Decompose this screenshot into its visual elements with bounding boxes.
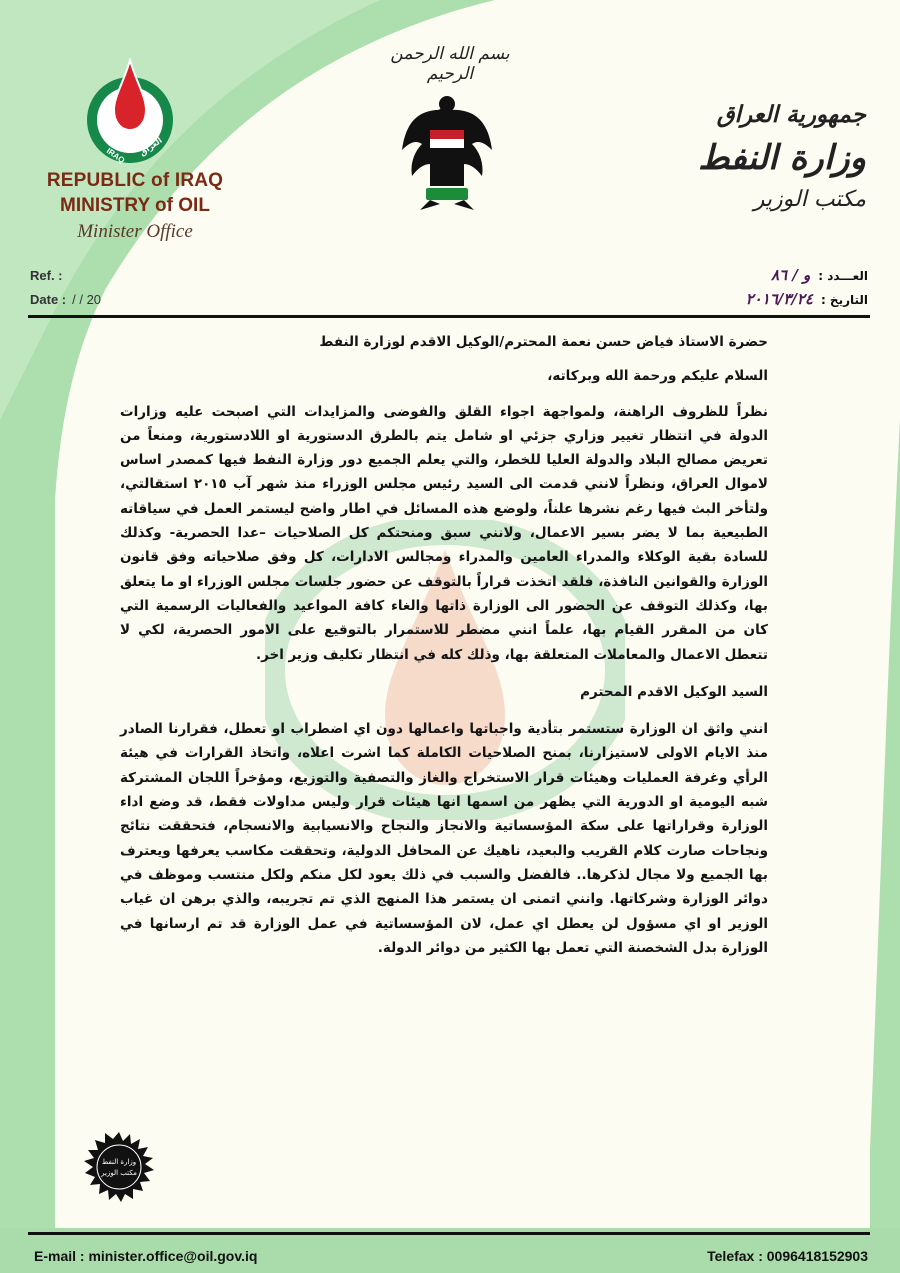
footer (0, 1238, 900, 1273)
office-seal (84, 1132, 154, 1202)
date-value: / / 20 (72, 292, 102, 307)
letter-greeting: السلام عليكم ورحمة الله وبركاته، (547, 368, 768, 385)
basmala: بسم الله الرحمن الرحيم (390, 44, 510, 84)
arabic-office: مكتب الوزير (753, 187, 866, 212)
arabic-ref-block (678, 263, 868, 311)
english-republic: REPUBLIC of IRAQ (46, 170, 224, 191)
letter-addressee: حضرة الاستاذ فياض حسن نعمة المحترم/الوكيل الاقدم لوزارة النفط (319, 334, 768, 350)
letter-salutation-2: السيد الوكيل الاقدم المحترم (580, 683, 768, 700)
english-ref-block (30, 264, 101, 312)
seal-text-2: مكتب الوزير (101, 1169, 137, 1177)
english-ministry: MINISTRY of OIL (60, 195, 210, 216)
english-letterhead (30, 168, 240, 243)
arabic-ministry: وزارة النفط (698, 138, 866, 178)
ar-date-label: التاريخ : (820, 293, 868, 307)
english-office: Minister Office (77, 221, 193, 242)
footer-telefax: Telefax : 00964181529​03 (707, 1248, 868, 1264)
logo-text-iraq-ar: العراق (137, 135, 164, 158)
letter-paragraph-1: نظراً للظروف الراهنة، ولمواجهة اجواء القلق والفوضى والمزايدات التي اصبحت عليه وزارات الدولة في انتظار تغيير وزاري جزئي او شامل يتم بالطرق الدستورية او اللادستورية، ومنعاً من تعريض مصالح البلاد والدولة العليا للخطر، والتي يعلم الجميع دور وزارة النفط فيها كمصدر اساس لاموال العراق، ونظراً لانني قدمت الى السيد رئيس مجلس الوزراء منذ شهر آب ٢٠١٥ استقالتي، ولتأخر البث فيها رغم نشرها علناً، ولوضع هذه المسائل في اطار واضح ليستمر العمل في سياقاته الطبيعية بما لا يضر بسير الاعمال، ولانني سبق ومنحتكم كل الصلاحيات –عدا الحصرية- وكذلك للسادة بقية الوكلاء والمدراء العامين والمدراء ومجالس الادارات، كل وفق صلاحياته وفق قانون الوزارة والقوانين النافذة، فلقد اتخذت قراراً بالتوقف عن حضور جلسات مجلس الوزراء او ما يتعلق بها، وكذلك التوقف عن الحضور الى الوزارة ذاتها والغاء كافة المواعيد والفعاليات الرسمية التي كان من المقرر القيام بها، علماً انني مضطر للاستمرار بالتوقيع على الامور الحصرية، لكي لا تتعطل الاعمال والمعاملات المتعلقة بها، وذلك كله في انتظار تكليف وزير اخر. (120, 403, 768, 663)
ref-label: Ref. : (30, 268, 63, 283)
date-label: Date : (30, 292, 67, 307)
ar-number-value: و / ٨٦ (770, 266, 811, 284)
letter-paragraph-3: انني واثق ان الوزارة ستستمر بتأدية واجباتها واعمالها دون اي اضطراب او تعطل، فقرارنا الصادر منذ الايام الاولى لاستيزارنا، بمنح الصلاحيات الكاملة كما اشرت اعلاه، واتخاذ القرارات في هيئة الرأي وغرفة العمليات وهيئات قرار الاستخراج والغاز والتصفية والتوزيع، ومؤخراً اللجان المشتركة شبه اليومية او الدورية التي يظهر من اسمها انها هيئات قرار وليس مداولات فقط، قد وضع اداء الوزارة وقراراتها على سكة المؤسساتية والانجاز والنجاح والانسيابية والانسجام، فتحققت نتائج ونجاحات صارت كلام القريب والبعيد، ناهيك عن المحافل الدولية، وتحققت مكاسب يعرفها ويعترف بها الجميع ولا مجال لذكرها.. فالفضل والسبب في ذلك يعود لكل منكم ولكل منتسب وموظف في دوائر الوزارة وشركاتها. وانني اتمنى ان يستمر هذا المنهج الذي تم تجريبه، والذي برهن ان غياب الوزير او اي مسؤول لن يعطل اي عمل، لان المؤسساتية في عمل الوزارة قد تم ارسانها في الوزارة بدل الشخصنة التي تعمل بها الكثير من دوائر الدولة. (120, 721, 768, 956)
arabic-letterhead (666, 98, 866, 216)
ar-date-value: ٢٠١٦/٣/٢٤ (745, 290, 813, 308)
arabic-republic: جمهورية العراق (716, 101, 866, 128)
logo-text-iraq: IRAQ (104, 146, 127, 166)
header-divider (28, 315, 870, 318)
iraq-eagle-emblem (400, 90, 495, 212)
footer-email[interactable]: E-mail : minister.office@oil.gov.iq (34, 1248, 258, 1264)
letter-body (120, 328, 768, 960)
seal-text-1: وزارة النفط (101, 1158, 137, 1166)
ministry-logo (84, 58, 176, 166)
ar-number-label: العـــدد : (818, 269, 868, 283)
footer-divider (28, 1232, 870, 1235)
